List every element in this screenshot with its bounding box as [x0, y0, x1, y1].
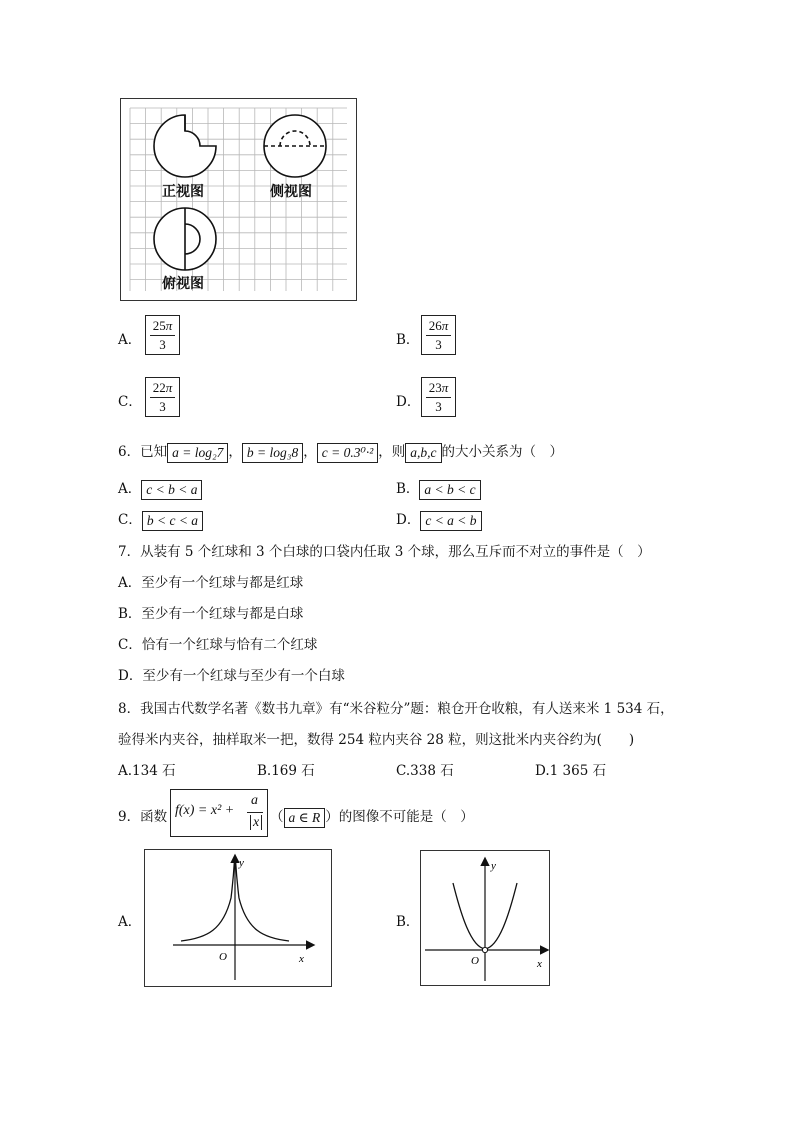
q5-option-a-label[interactable]: A． [118, 332, 142, 348]
q9-function-numerator: a [251, 793, 258, 808]
q5-option-d-numerator: 23 [428, 380, 442, 395]
q5-option-b-fraction[interactable] [421, 315, 456, 355]
q6-a-definition: a = log₂7 [167, 443, 228, 463]
q6-option-b-expr: a < b < c [419, 480, 480, 500]
q6-abc: a,b,c [405, 443, 441, 463]
pi-symbol: π [165, 380, 173, 395]
three-view-figure [120, 98, 357, 301]
side-view-label: 侧视图 [270, 185, 312, 200]
x-axis-label: x [299, 953, 304, 965]
top-view-label: 俯视图 [162, 277, 204, 292]
q7-option-a[interactable]: A．至少有一个红球与都是红球 [118, 575, 304, 591]
q6-suffix: 的大小关系为（ ） [441, 444, 564, 460]
q9-function-denominator: x [250, 815, 262, 830]
curve-right [236, 860, 290, 941]
q8-option-b[interactable]: B.169 石 [257, 763, 315, 779]
q9-condition: （ a ∈ R ）的图像不可能是（ ） [270, 805, 474, 828]
q5-option-d-denominator: 3 [435, 399, 442, 414]
q7-option-c[interactable]: C．恰有一个红球与恰有二个红球 [118, 637, 318, 653]
q9-suffix: 的图像不可能是（ ） [338, 809, 474, 825]
three-view-diagram [120, 98, 357, 301]
q8-stem-line1: 8．我国古代数学名著《数书九章》有“米谷粒分”题：粮仓开仓收粮，有人送来米 1 534 石， [118, 701, 674, 717]
q6-option-d[interactable]: D． c < a < b [396, 508, 482, 531]
q5-option-a-fraction[interactable] [145, 315, 180, 355]
open-point [482, 947, 487, 952]
q6-option-a[interactable]: A． c < b < a [118, 477, 202, 500]
q6-option-b[interactable]: B． a < b < c [396, 477, 481, 500]
q5-option-c-fraction[interactable] [145, 377, 180, 417]
top-view-shape [154, 208, 216, 270]
q9-function-lhs: f(x) = x² + [175, 803, 235, 818]
q7-stem: 7．从装有 5 个红球和 3 个白球的口袋内任取 3 个球，那么互斥而不对立的事件是（ ） [118, 544, 651, 560]
origin-label: O [219, 951, 227, 963]
q6-option-d-expr: c < a < b [420, 511, 481, 531]
q5-option-a-denominator: 3 [159, 337, 166, 352]
pi-symbol: π [165, 318, 173, 333]
graph-b [421, 851, 549, 985]
q9-option-b-graph[interactable] [420, 850, 550, 986]
q7-option-d[interactable]: D．至少有一个红球与至少有一个白球 [118, 668, 345, 684]
q7-option-b[interactable]: B．至少有一个红球与都是白球 [118, 606, 304, 622]
q5-option-d-fraction[interactable] [421, 377, 456, 417]
q6-option-a-expr: c < b < a [141, 480, 202, 500]
q5-option-b-denominator: 3 [435, 337, 442, 352]
q6-then: ，则 [378, 444, 406, 460]
curve-left [181, 860, 235, 941]
q5-option-b-numerator: 26 [428, 318, 442, 333]
q6-option-c[interactable]: C． b < c < a [118, 508, 203, 531]
origin-label: O [471, 955, 479, 967]
q5-option-c-numerator: 22 [152, 380, 166, 395]
y-axis-label: y [239, 857, 244, 869]
q9-function-box [170, 789, 268, 837]
q6-stem: 6．已知 a = log₂7 ， b = log₃8 ， c = 0.3⁰·² ，则 a,b,c 的大小关系为（ ） [118, 440, 563, 463]
pi-symbol: π [441, 318, 449, 333]
q5-option-c-label[interactable]: C． [118, 394, 142, 410]
q9-option-a-label[interactable]: A． [118, 914, 142, 930]
q5-option-c-denominator: 3 [159, 399, 166, 414]
q9-prefix: 9．函数 [118, 809, 168, 825]
front-view-label: 正视图 [162, 185, 204, 200]
graph-a [145, 850, 331, 986]
q6-prefix: 6．已知 [118, 444, 168, 460]
q8-option-a[interactable]: A.134 石 [118, 763, 176, 779]
q9-option-b-label[interactable]: B． [396, 914, 420, 930]
y-axis-label: y [491, 860, 496, 872]
q6-option-c-expr: b < c < a [142, 511, 203, 531]
q9-condition-expr: a ∈ R [284, 808, 326, 828]
q5-option-d-label[interactable]: D． [396, 394, 421, 410]
q6-c-definition: c = 0.3⁰·² [317, 443, 379, 463]
q8-option-c[interactable]: C.338 石 [396, 763, 454, 779]
q8-option-d[interactable]: D.1 365 石 [535, 763, 607, 779]
q5-option-a-numerator: 25 [152, 318, 166, 333]
x-axis-label: x [537, 958, 542, 970]
q9-option-a-graph[interactable] [144, 849, 332, 987]
q6-b-definition: b = log₃8 [242, 443, 303, 463]
pi-symbol: π [441, 380, 449, 395]
side-view-shape [264, 115, 326, 177]
q8-stem-line2: 验得米内夹谷，抽样取米一把，数得 254 粒内夹谷 28 粒，则这批米内夹谷约为( ) [118, 732, 635, 748]
q5-option-b-label[interactable]: B． [396, 332, 420, 348]
